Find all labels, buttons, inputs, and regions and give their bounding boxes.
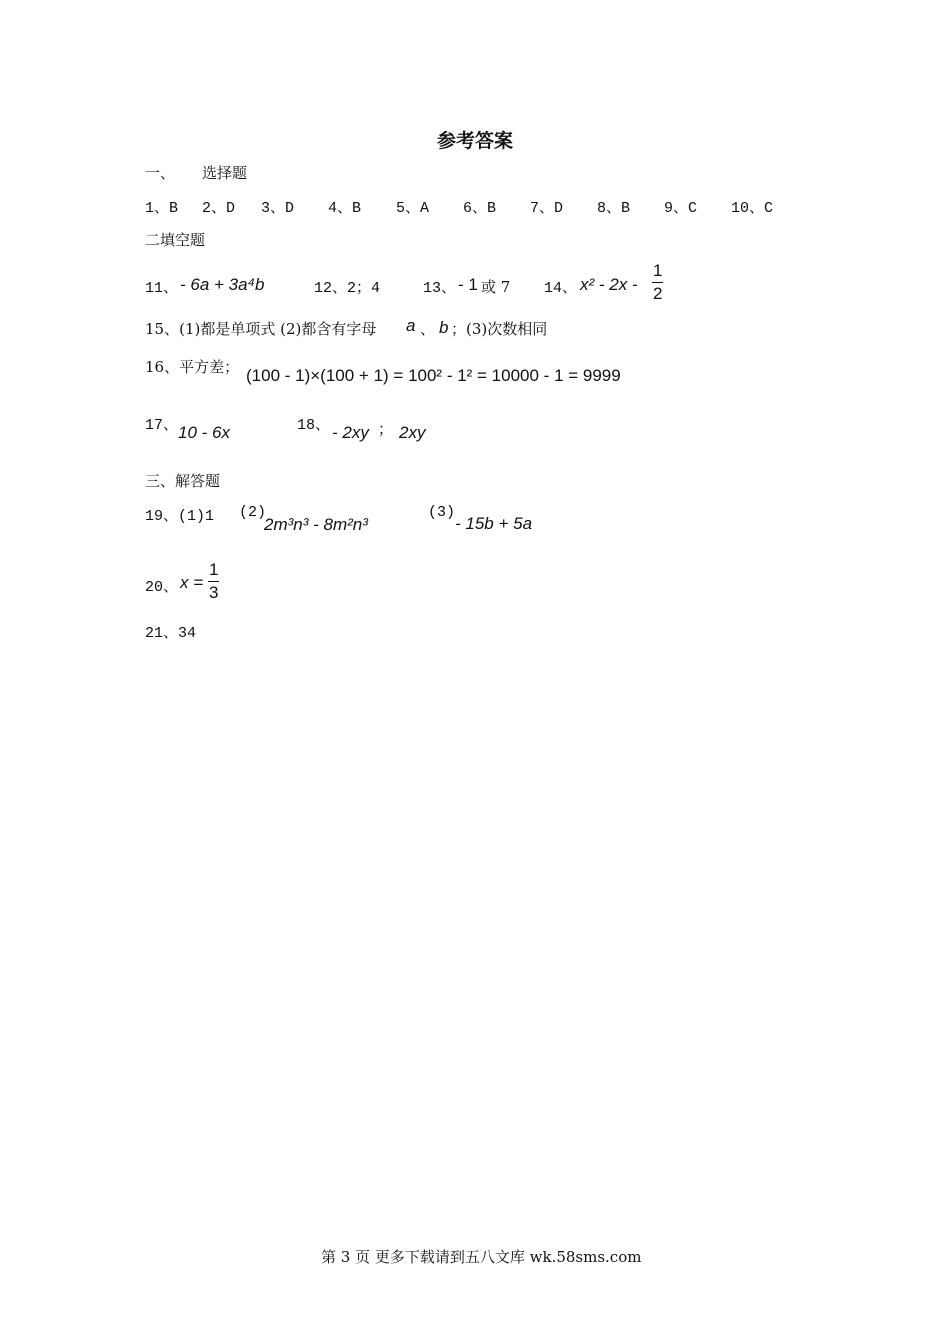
q13-value: - 1 xyxy=(458,275,478,294)
q14-numerator: 1 xyxy=(653,261,663,280)
answer-9: 9、C xyxy=(664,200,698,217)
answer-5: 5、A xyxy=(396,200,430,217)
answer-1: 1、B xyxy=(145,200,179,217)
q15-var-a: a xyxy=(406,316,416,335)
section1-heading: 选择题 xyxy=(202,164,248,182)
q17-answer: 10 - 6x xyxy=(178,423,230,442)
answer-7: 7、D xyxy=(530,200,564,217)
answer-3: 3、D xyxy=(261,200,295,217)
q14-label: 14、 xyxy=(544,280,578,297)
page-title: 参考答案 xyxy=(437,130,514,152)
q18-separator: ； xyxy=(378,420,394,438)
page-footer: 第 3 页 更多下载请到五八文库 wk.58sms.com xyxy=(321,1248,642,1266)
q14-fraction xyxy=(652,262,663,303)
q17-label: 17、 xyxy=(145,417,179,434)
q16-label: 16、平方差； xyxy=(145,358,240,376)
q21-answer: 21、34 xyxy=(145,625,197,642)
q20-fraction-bar xyxy=(208,581,219,582)
q11-answer: - 6a + 3a⁴b xyxy=(180,275,265,294)
q20-numerator: 1 xyxy=(209,560,219,579)
q15-separator: 、 xyxy=(420,320,436,338)
q13-label: 13、 xyxy=(423,280,457,297)
q20-denominator: 3 xyxy=(209,583,219,602)
answer-6: 6、B xyxy=(463,200,497,217)
q18-answer-2: 2xy xyxy=(399,423,426,442)
q15-text-start: 15、(1)都是单项式 (2)都含有字母 xyxy=(145,320,377,338)
q19-part3-label: (3) xyxy=(428,504,456,521)
q18-label: 18、 xyxy=(297,417,331,434)
q20-label: 20、 xyxy=(145,579,179,596)
q16-answer: (100 - 1)×(100 + 1) = 100² - 1² = 10000 - 1 = 9999 xyxy=(246,366,621,385)
q19-part2-answer: 2m³n³ - 8m²n³ xyxy=(264,515,368,534)
answer-8: 8、B xyxy=(597,200,631,217)
q19-part3-answer: - 15b + 5a xyxy=(455,514,533,533)
q14-answer: x² - 2x - xyxy=(580,275,638,294)
answer-4: 4、B xyxy=(328,200,362,217)
q15-text-end: ；(3)次数相同 xyxy=(451,320,548,338)
section2-heading: 二填空题 xyxy=(145,231,206,249)
q18-answer-1: - 2xy xyxy=(332,423,369,442)
q19-part1: 19、(1)1 xyxy=(145,508,215,525)
q11-label: 11、 xyxy=(145,280,179,297)
section1-heading-number: 一、 xyxy=(145,164,176,182)
section3-heading: 三、解答题 xyxy=(145,472,221,490)
q20-fraction xyxy=(208,561,219,602)
answer-10: 10、C xyxy=(731,200,774,217)
q14-denominator: 2 xyxy=(653,284,663,303)
q15-var-b: b xyxy=(439,318,449,337)
q14-fraction-bar xyxy=(652,282,663,283)
q13-or: 或 7 xyxy=(481,278,511,296)
answer-2: 2、D xyxy=(202,200,236,217)
q20-lhs: x = xyxy=(180,573,204,592)
q12-answer: 12、2；4 xyxy=(314,280,381,297)
q19-part2-label: (2) xyxy=(239,504,267,521)
